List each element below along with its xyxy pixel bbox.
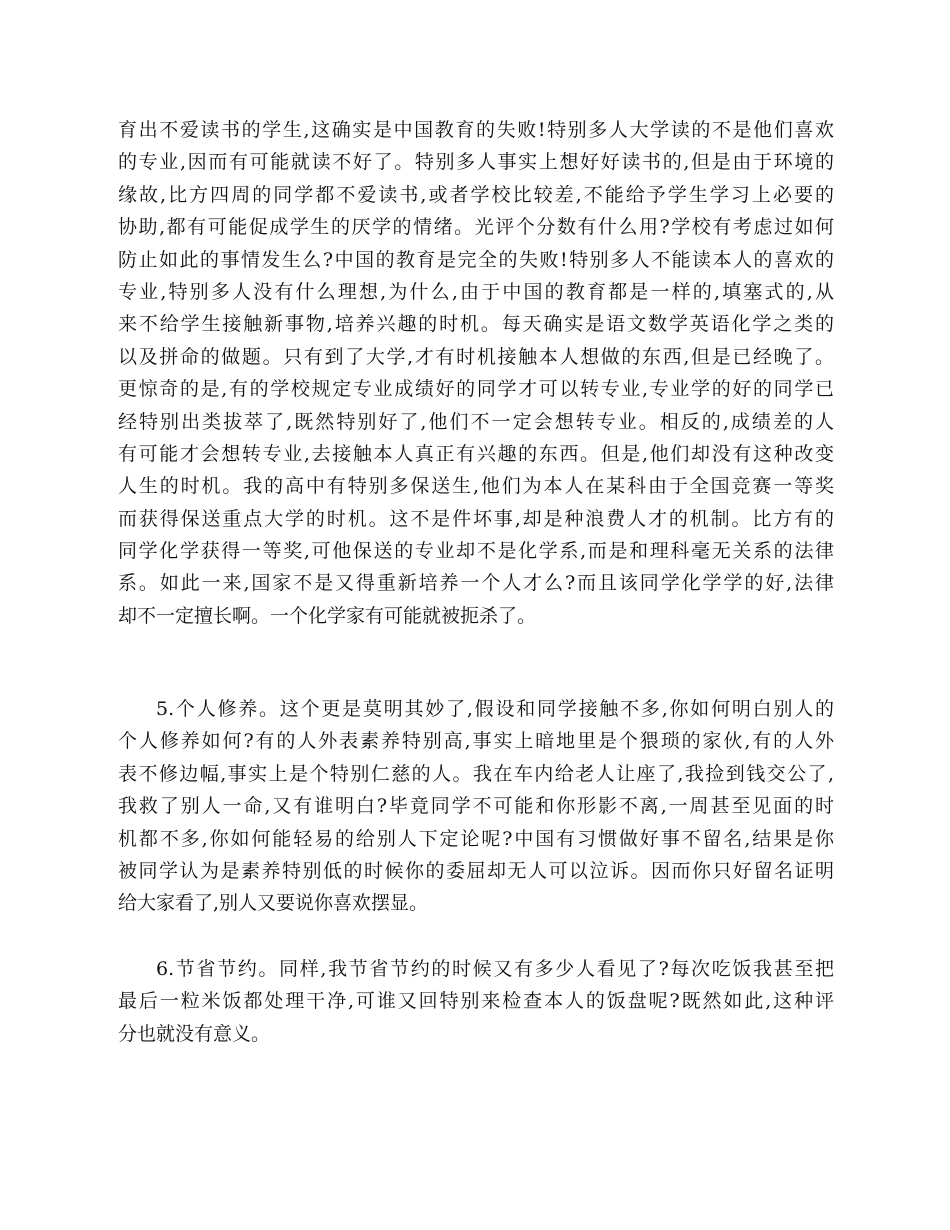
text-line: 分也就没有意义。: [118, 1022, 271, 1045]
text-line: 的专业,因而有可能就读不好了。特别多人事实上想好好读书的,但是由于环境的: [118, 151, 834, 174]
text-line: 我救了别人一命,又有谁明白?毕竟同学不可能和你形影不离,一周甚至见面的时: [118, 795, 834, 818]
text-line: 来不给学生接触新事物,培养兴趣的时机。每天确实是语文数学英语化学之类的: [118, 313, 834, 336]
text-line: 经特别出类拔萃了,既然特别好了,他们不一定会想转专业。相反的,成绩差的人: [118, 410, 834, 433]
text-line: 给大家看了,别人又要说你喜欢摆显。: [118, 892, 429, 915]
text-line: 而获得保送重点大学的时机。这不是件坏事,却是种浪费人才的机制。比方有的: [118, 507, 834, 530]
paragraph-thrift: [118, 953, 834, 1050]
text-line: 缘故,比方四周的同学都不爱读书,或者学校比较差,不能给予学生学习上必要的: [118, 183, 834, 206]
text-line: 系。如此一来,国家不是又得重新培养一个人才么?而且该同学化学学的好,法律: [118, 572, 834, 595]
text-line: 协助,都有可能促成学生的厌学的情绪。光评个分数有什么用?学校有考虑过如何: [118, 216, 834, 239]
text-line: 育出不爱读书的学生,这确实是中国教育的失败!特别多人大学读的不是他们喜欢: [118, 119, 834, 141]
text-line: 却不一定擅长啊。一个化学家有可能就被扼杀了。: [118, 604, 537, 627]
text-line: 最后一粒米饭都处理干净,可谁又回特别来检查本人的饭盘呢?既然如此,这种评: [118, 990, 834, 1013]
paragraph-personal-cultivation: [118, 693, 834, 920]
paragraph-continued: [118, 114, 834, 632]
text-line: 机都不多,你如何能轻易的给别人下定论呢?中国有习惯做好事不留名,结果是你: [118, 827, 834, 850]
text-line: 防止如此的事情发生么?中国的教育是完全的失败!特别多人不能读本人的喜欢的: [118, 248, 834, 271]
text-line: 专业,特别多人没有什么理想,为什么,由于中国的教育都是一样的,填塞式的,从: [118, 280, 834, 303]
text-line: 个人修养如何?有的人外表素养特别高,事实上暗地里是个猥琐的家伙,有的人外: [118, 730, 834, 753]
text-line: 以及拼命的做题。只有到了大学,才有时机接触本人想做的东西,但是已经晚了。: [118, 345, 834, 368]
text-line: 同学化学获得一等奖,可他保送的专业却不是化学系,而是和理科毫无关系的法律: [118, 540, 834, 563]
text-line: 5.个人修养。这个更是莫明其妙了,假设和同学接触不多,你如何明白别人的: [156, 698, 834, 720]
text-line: 人生的时机。我的高中有特别多保送生,他们为本人在某科由于全国竞赛一等奖: [118, 475, 834, 498]
text-line: 被同学认为是素养特别低的时候你的委屈却无人可以泣诉。因而你只好留名证明: [118, 859, 834, 882]
text-line: 有可能才会想转专业,去接触本人真正有兴趣的东西。但是,他们却没有这种改变: [118, 442, 834, 465]
text-line: 6.节省节约。同样,我节省节约的时候又有多少人看见了?每次吃饭我甚至把: [156, 958, 834, 980]
text-line: 更惊奇的是,有的学校规定专业成绩好的同学才可以转专业,专业学的好的同学已: [118, 378, 834, 401]
text-line: 表不修边幅,事实上是个特别仁慈的人。我在车内给老人让座了,我捡到钱交公了,: [118, 762, 834, 785]
